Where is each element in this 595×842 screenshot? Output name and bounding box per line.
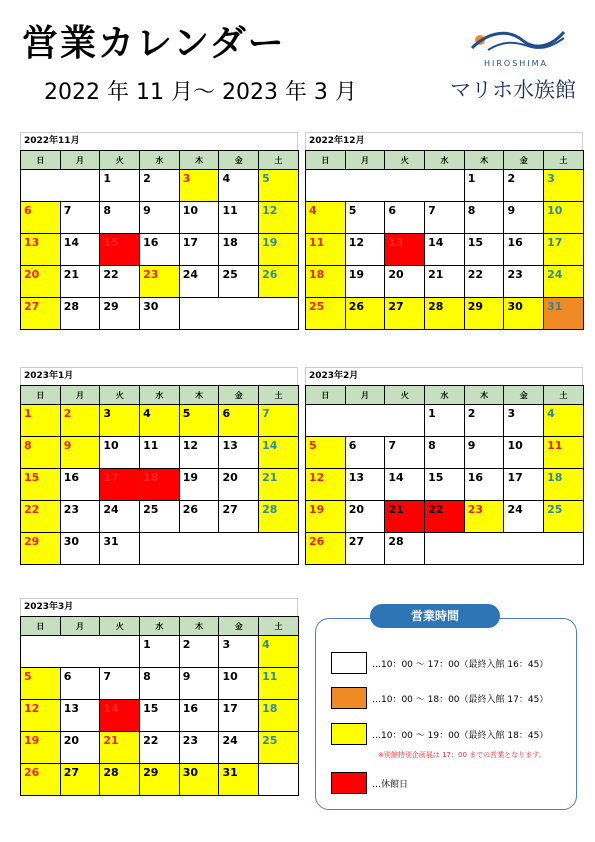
day-cell: 17: [100, 469, 140, 501]
day-cell: 9: [179, 668, 219, 700]
day-cell: 11: [306, 234, 346, 266]
day-cell: 11: [259, 668, 299, 700]
weekday-header: 金: [219, 151, 259, 170]
day-cell: 5: [345, 202, 385, 234]
day-cell: 12: [345, 234, 385, 266]
weekday-header: 水: [140, 151, 180, 170]
week-row: [21, 732, 299, 764]
day-cell: 1: [21, 405, 61, 437]
legend-swatch-white: [331, 652, 367, 674]
day-cell: 10: [219, 668, 259, 700]
day-cell: 13: [60, 700, 100, 732]
week-row: [21, 668, 299, 700]
week-row: [21, 437, 299, 469]
day-cell: 14: [259, 437, 299, 469]
day-cell: 15: [425, 469, 465, 501]
day-cell: 29: [140, 764, 180, 796]
weekday-header: 水: [140, 617, 180, 636]
day-cell: 18: [259, 700, 299, 732]
day-cell: 23: [140, 266, 180, 298]
day-cell: 24: [100, 501, 140, 533]
day-cell: 7: [425, 202, 465, 234]
month-label: 2022年11月: [20, 132, 298, 150]
day-cell: 27: [219, 501, 259, 533]
weekday-header: 月: [60, 617, 100, 636]
day-cell: 27: [385, 298, 425, 330]
day-cell: 12: [306, 469, 346, 501]
month-label: 2023年2月: [305, 367, 583, 385]
weekday-header: 土: [544, 386, 584, 405]
day-cell: 9: [464, 437, 504, 469]
week-row: [306, 266, 584, 298]
weekday-header: 金: [504, 386, 544, 405]
day-cell: 13: [21, 234, 61, 266]
day-cell: 16: [464, 469, 504, 501]
day-cell: 7: [385, 437, 425, 469]
weekday-header: 水: [425, 151, 465, 170]
week-row: [306, 298, 584, 330]
day-cell: 16: [504, 234, 544, 266]
day-cell: 17: [179, 234, 219, 266]
weekday-header: 金: [219, 617, 259, 636]
day-cell: 2: [179, 636, 219, 668]
day-cell: 1: [425, 405, 465, 437]
weekday-header: 月: [60, 151, 100, 170]
week-row: [21, 764, 299, 796]
weekday-header: 火: [385, 151, 425, 170]
weekday-header: 火: [100, 151, 140, 170]
day-cell: 28: [100, 764, 140, 796]
legend-swatch-orange: [331, 687, 367, 709]
month-calendar: [305, 367, 583, 565]
day-cell: 23: [504, 266, 544, 298]
day-cell: 19: [21, 732, 61, 764]
day-cell: 19: [179, 469, 219, 501]
weekday-header: 土: [259, 617, 299, 636]
day-cell: 15: [21, 469, 61, 501]
day-cell: 29: [21, 533, 61, 565]
weekday-header: 土: [544, 151, 584, 170]
day-cell: 27: [60, 764, 100, 796]
day-cell: 3: [504, 405, 544, 437]
aquarium-logo: [448, 26, 588, 112]
day-cell: 7: [259, 405, 299, 437]
day-cell: 20: [385, 266, 425, 298]
day-cell: 17: [504, 469, 544, 501]
week-row: [21, 700, 299, 732]
day-cell: 6: [219, 405, 259, 437]
page-title: 営業カレンダー: [22, 23, 286, 64]
weekday-header: 土: [259, 386, 299, 405]
day-cell: 25: [140, 501, 180, 533]
day-cell: 5: [21, 668, 61, 700]
day-cell: 12: [21, 700, 61, 732]
day-cell: 7: [100, 668, 140, 700]
weekday-header: 金: [504, 151, 544, 170]
day-cell: 26: [345, 298, 385, 330]
day-cell: 2: [504, 170, 544, 202]
day-cell: 23: [464, 501, 504, 533]
week-row: [306, 170, 584, 202]
weekday-header: 月: [345, 386, 385, 405]
day-cell: 15: [140, 700, 180, 732]
day-cell: 3: [544, 170, 584, 202]
day-cell: 29: [100, 298, 140, 330]
day-cell: 9: [504, 202, 544, 234]
week-row: [21, 469, 299, 501]
day-cell: 14: [425, 234, 465, 266]
day-cell: 1: [464, 170, 504, 202]
weekday-header: 日: [306, 151, 346, 170]
week-row: [306, 533, 584, 565]
day-cell: 4: [259, 636, 299, 668]
day-cell: 14: [100, 700, 140, 732]
day-cell: 6: [60, 668, 100, 700]
day-cell: 8: [100, 202, 140, 234]
week-row: [21, 170, 299, 202]
weekday-header: 火: [385, 386, 425, 405]
weekday-header: 日: [21, 386, 61, 405]
day-cell: 5: [179, 405, 219, 437]
day-cell: 13: [345, 469, 385, 501]
weekday-header: 日: [21, 151, 61, 170]
day-cell: 28: [60, 298, 100, 330]
day-cell: 21: [100, 732, 140, 764]
weekday-header: 水: [140, 386, 180, 405]
day-cell: 19: [345, 266, 385, 298]
week-row: [21, 501, 299, 533]
week-row: [306, 501, 584, 533]
period-subtitle: 2022 年 11 月～ 2023 年 3 月: [44, 80, 357, 105]
calendar-grid: [20, 385, 299, 565]
day-cell: 15: [100, 234, 140, 266]
day-cell: 3: [219, 636, 259, 668]
weekday-header: 水: [425, 386, 465, 405]
day-cell: 14: [60, 234, 100, 266]
day-cell: 9: [60, 437, 100, 469]
day-cell: 23: [60, 501, 100, 533]
week-row: [21, 298, 299, 330]
month-label: 2022年12月: [305, 132, 583, 150]
day-cell: 18: [306, 266, 346, 298]
day-cell: 8: [140, 668, 180, 700]
day-cell: 10: [504, 437, 544, 469]
day-cell: 21: [385, 501, 425, 533]
day-cell: 30: [60, 533, 100, 565]
day-cell: 3: [179, 170, 219, 202]
day-cell: 18: [219, 234, 259, 266]
day-cell: 17: [219, 700, 259, 732]
weekday-header: 木: [179, 617, 219, 636]
day-cell: 18: [544, 469, 584, 501]
day-cell: 10: [179, 202, 219, 234]
day-cell: 18: [140, 469, 180, 501]
day-cell: 22: [464, 266, 504, 298]
day-cell: 1: [100, 170, 140, 202]
day-cell: 21: [60, 266, 100, 298]
day-cell: 24: [179, 266, 219, 298]
weekday-header: 月: [60, 386, 100, 405]
day-cell: 6: [345, 437, 385, 469]
day-cell: 22: [100, 266, 140, 298]
month-label: 2023年3月: [20, 598, 298, 616]
day-cell: 31: [100, 533, 140, 565]
weekday-header: 木: [464, 386, 504, 405]
day-cell: 19: [259, 234, 299, 266]
day-cell: 20: [345, 501, 385, 533]
day-cell: 2: [140, 170, 180, 202]
day-cell: 31: [219, 764, 259, 796]
day-cell: 20: [21, 266, 61, 298]
day-cell: 19: [306, 501, 346, 533]
week-row: [306, 234, 584, 266]
weekday-header: 金: [219, 386, 259, 405]
week-row: [21, 266, 299, 298]
legend-text-4: …休館日: [372, 780, 409, 790]
logo-name: マリホ水族館: [450, 78, 576, 102]
week-row: [306, 469, 584, 501]
day-cell: 13: [219, 437, 259, 469]
day-cell: 12: [179, 437, 219, 469]
day-cell: 3: [100, 405, 140, 437]
day-cell: 9: [140, 202, 180, 234]
day-cell: 16: [140, 234, 180, 266]
day-cell: 7: [60, 202, 100, 234]
day-cell: 8: [464, 202, 504, 234]
day-cell: 2: [60, 405, 100, 437]
day-cell: 24: [544, 266, 584, 298]
legend-text-1: …10：00 ～ 17：00（最終入館 16：45）: [372, 660, 549, 670]
legend-note: ※別館特別企画展は 17：00 までの営業となります。: [378, 751, 546, 759]
day-cell: 28: [385, 533, 425, 565]
day-cell: 20: [219, 469, 259, 501]
month-label: 2023年1月: [20, 367, 298, 385]
day-cell: 10: [100, 437, 140, 469]
empty-day-cell: [21, 636, 140, 668]
day-cell: 1: [140, 636, 180, 668]
day-cell: 15: [464, 234, 504, 266]
month-calendar: [305, 132, 583, 330]
day-cell: 22: [140, 732, 180, 764]
day-cell: 22: [425, 501, 465, 533]
month-calendar: [20, 367, 298, 565]
week-row: [21, 533, 299, 565]
day-cell: 27: [21, 298, 61, 330]
day-cell: 4: [219, 170, 259, 202]
day-cell: 16: [179, 700, 219, 732]
weekday-header: 木: [179, 151, 219, 170]
day-cell: 4: [544, 405, 584, 437]
day-cell: 25: [544, 501, 584, 533]
day-cell: 22: [21, 501, 61, 533]
day-cell: 6: [385, 202, 425, 234]
empty-day-cell: [425, 533, 584, 565]
day-cell: 31: [544, 298, 584, 330]
day-cell: 25: [259, 732, 299, 764]
day-cell: 30: [179, 764, 219, 796]
day-cell: 6: [21, 202, 61, 234]
day-cell: 13: [385, 234, 425, 266]
weekday-header: 土: [259, 151, 299, 170]
legend-title: 営業時間: [370, 604, 500, 628]
day-cell: 27: [345, 533, 385, 565]
day-cell: 20: [60, 732, 100, 764]
weekday-header: 日: [21, 617, 61, 636]
day-cell: 28: [259, 501, 299, 533]
day-cell: 10: [544, 202, 584, 234]
day-cell: 26: [259, 266, 299, 298]
day-cell: 23: [179, 732, 219, 764]
day-cell: 29: [464, 298, 504, 330]
week-row: [21, 405, 299, 437]
wave-logo-icon: [470, 26, 566, 54]
logo-hiroshima: HIROSHIMA: [483, 59, 549, 68]
day-cell: 21: [425, 266, 465, 298]
day-cell: 26: [179, 501, 219, 533]
day-cell: 5: [306, 437, 346, 469]
empty-day-cell: [21, 170, 100, 202]
legend-text-2: …10：00 ～ 18：00（最終入館 17：45）: [372, 695, 549, 705]
empty-day-cell: [179, 298, 298, 330]
week-row: [21, 234, 299, 266]
calendar-grid: [305, 150, 584, 330]
day-cell: 12: [259, 202, 299, 234]
day-cell: 30: [504, 298, 544, 330]
month-calendar: [20, 598, 298, 796]
day-cell: 26: [306, 533, 346, 565]
empty-day-cell: [306, 170, 465, 202]
day-cell: 16: [60, 469, 100, 501]
day-cell: 11: [140, 437, 180, 469]
week-row: [21, 202, 299, 234]
day-cell: 2: [464, 405, 504, 437]
weekday-header: 月: [345, 151, 385, 170]
day-cell: 21: [259, 469, 299, 501]
legend-text-3: …10：00 ～ 19：00（最終入館 18：45）: [372, 731, 549, 741]
day-cell: 11: [219, 202, 259, 234]
day-cell: 14: [385, 469, 425, 501]
weekday-header: 火: [100, 617, 140, 636]
day-cell: 26: [21, 764, 61, 796]
weekday-header: 木: [179, 386, 219, 405]
day-cell: 28: [425, 298, 465, 330]
day-cell: 8: [21, 437, 61, 469]
day-cell: 30: [140, 298, 180, 330]
legend-swatch-red: [331, 772, 367, 794]
calendar-grid: [20, 616, 299, 796]
calendar-grid: [305, 385, 584, 565]
empty-day-cell: [140, 533, 299, 565]
legend-swatch-yellow: [331, 723, 367, 745]
calendar-grid: [20, 150, 299, 330]
week-row: [306, 405, 584, 437]
day-cell: 25: [219, 266, 259, 298]
month-calendar: [20, 132, 298, 330]
empty-day-cell: [259, 764, 299, 796]
empty-day-cell: [306, 405, 425, 437]
week-row: [21, 636, 299, 668]
day-cell: 5: [259, 170, 299, 202]
week-row: [306, 437, 584, 469]
day-cell: 4: [306, 202, 346, 234]
day-cell: 24: [219, 732, 259, 764]
weekday-header: 木: [464, 151, 504, 170]
day-cell: 25: [306, 298, 346, 330]
day-cell: 24: [504, 501, 544, 533]
weekday-header: 日: [306, 386, 346, 405]
day-cell: 17: [544, 234, 584, 266]
day-cell: 4: [140, 405, 180, 437]
day-cell: 8: [425, 437, 465, 469]
weekday-header: 火: [100, 386, 140, 405]
day-cell: 11: [544, 437, 584, 469]
week-row: [306, 202, 584, 234]
